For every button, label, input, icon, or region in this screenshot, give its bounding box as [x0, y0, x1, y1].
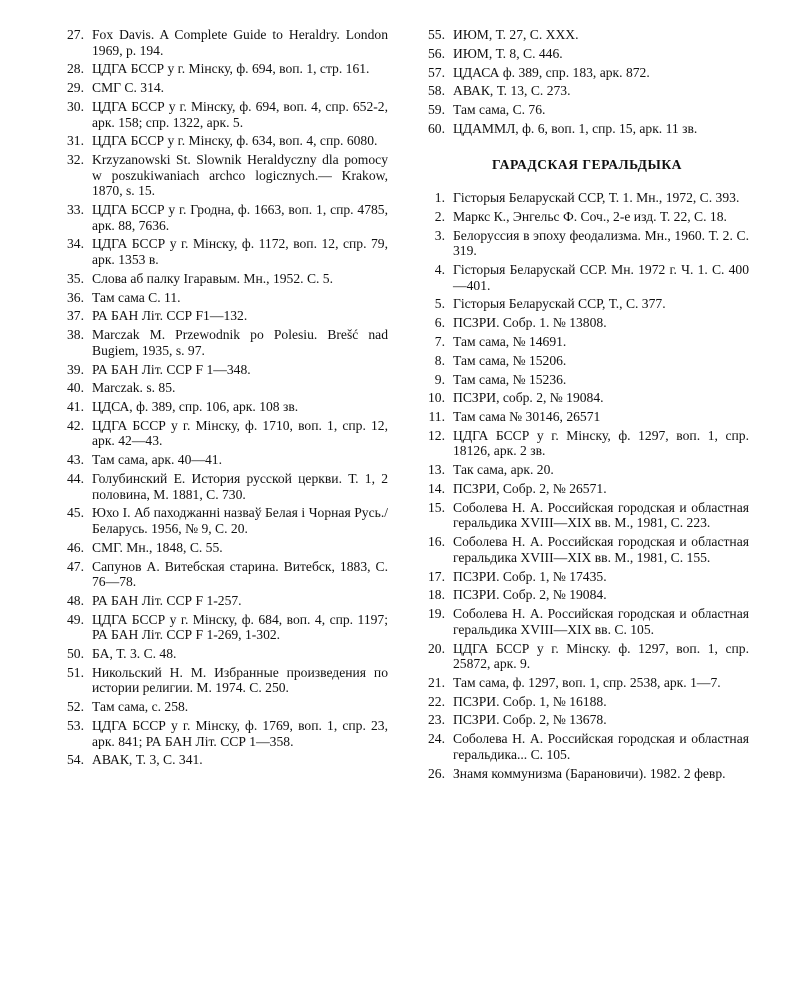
note-text: Гісторыя Беларускай ССР, Т. 1. Мн., 1972, С. 393.: [453, 190, 740, 206]
note-text: ЦДАСА ф. 389, спр. 183, арк. 872.: [453, 64, 650, 80]
note-text: ИЮМ, Т. 8, С. 446.: [453, 45, 563, 61]
section-heading: ГАРАДСКАЯ ГЕРАЛЬДЫКА: [491, 156, 682, 172]
note-text: РА БАН Літ. ССР F 1-257.: [92, 592, 242, 608]
note-text: Сапунов А. Витебская старина. Витебск, 1883, С. 76—78.: [92, 558, 388, 590]
note-number: 60.: [428, 120, 445, 136]
note-number: 50.: [67, 646, 84, 662]
note-text: ПСЗРИ. Собр. 1, № 16188.: [453, 693, 607, 709]
note-text: Там сама № 30146, 26571: [453, 409, 601, 425]
note-entry: [52, 327, 388, 358]
note-number: 18.: [428, 587, 445, 603]
note-text: Юхо І. Аб паходжанні назваў Белая і Чорная Русь./Беларусь. 1956, № 9, С. 20.: [92, 505, 388, 536]
note-entry: [52, 646, 388, 662]
note-number: 56.: [428, 45, 445, 61]
note-entry: [413, 641, 749, 672]
note-number: 10.: [428, 390, 445, 406]
note-number: 39.: [67, 361, 84, 377]
note-number: 16.: [428, 534, 445, 550]
note-number: 46.: [67, 539, 84, 555]
note-number: 58.: [428, 83, 445, 99]
note-text: Там сама, № 15206.: [453, 352, 567, 368]
note-text: СМГ С. 314.: [92, 80, 165, 96]
note-text: Там сама, С. 76.: [453, 102, 546, 118]
note-text: Голубинский Е. История русской церкви. Т. 1, 2 половина, М. 1881, С. 730.: [92, 471, 388, 502]
note-number: 23.: [428, 712, 445, 728]
note-text: Гісторыя Беларускай ССР, Т., С. 377.: [453, 296, 666, 312]
note-number: 38.: [67, 327, 84, 343]
note-number: 54.: [67, 752, 84, 768]
note-text: Соболева Н. А. Российская городская и областная геральдика... С. 105.: [453, 731, 749, 762]
note-entry: [52, 61, 388, 77]
note-entry: [52, 752, 388, 768]
note-text: АВАК, Т. 3, С. 341.: [92, 752, 203, 768]
note-number: 29.: [67, 80, 84, 96]
note-text: ЦДАММЛ, ф. 6, воп. 1, спр. 15, арк. 11 зв.: [453, 120, 698, 136]
note-number: 9.: [434, 371, 445, 387]
note-entry: [413, 353, 749, 369]
note-text: Fox Davis. A Complete Guide to Heraldry. London 1969, p. 194.: [92, 27, 388, 58]
note-number: 52.: [67, 699, 84, 715]
note-number: 14.: [428, 481, 445, 497]
note-number: 31.: [67, 133, 84, 149]
note-text: АВАК, Т. 13, С. 273.: [453, 83, 571, 99]
note-text: Там сама, № 14691.: [453, 333, 567, 349]
note-text: Там сама, с. 258.: [92, 699, 189, 715]
note-text: РА БАН Літ. ССР F1—132.: [92, 308, 248, 324]
note-text: ПСЗРИ. Собр. 1. № 13808.: [453, 315, 607, 331]
note-number: 45.: [67, 505, 84, 521]
note-entry: [52, 236, 388, 267]
note-entry: [413, 606, 749, 637]
note-text: Никольский Н. М. Избранные произведения по истории религии. М. 1974. С. 250.: [92, 664, 388, 696]
note-number: 36.: [67, 289, 84, 305]
note-number: 30.: [67, 98, 84, 114]
note-entry: [413, 712, 749, 728]
note-entry: [52, 559, 388, 590]
note-entry: [52, 471, 388, 502]
note-entry: [52, 593, 388, 609]
note-entry: [52, 699, 388, 715]
note-number: 27.: [67, 27, 84, 42]
note-text: ПСЗРИ, Собр. 2, № 26571.: [453, 481, 607, 497]
note-entry: [413, 694, 749, 710]
note-text: ЦДГА БССР у г. Мінску, ф. 694, воп. 1, стр. 161.: [92, 61, 370, 77]
note-number: 57.: [428, 64, 445, 80]
note-text: Там сама, ф. 1297, воп. 1, спр. 2538, арк. 1—7.: [453, 674, 721, 690]
note-entry: [413, 121, 749, 137]
note-text: ЦДГА БССР у г. Гродна, ф. 1663, воп. 1, спр. 4785, арк. 88, 7636.: [92, 202, 388, 233]
note-text: Там сама, № 15236.: [453, 371, 567, 387]
note-entry: [52, 271, 388, 287]
note-entry: [52, 612, 388, 643]
note-text: ЦДСА, ф. 389, спр. 106, арк. 108 зв.: [92, 399, 299, 415]
note-number: 34.: [67, 236, 84, 252]
note-number: 42.: [67, 417, 84, 433]
note-text: Слова аб палку Ігаравым. Мн., 1952. С. 5.: [92, 270, 334, 286]
note-text: Гісторыя Беларускай ССР. Мн. 1972 г. Ч. 1. С. 400—401.: [453, 262, 749, 293]
note-number: 22.: [428, 693, 445, 709]
note-number: 5.: [434, 296, 445, 312]
note-entry: [52, 202, 388, 233]
note-entry: [413, 428, 749, 459]
note-number: 19.: [428, 606, 445, 622]
note-entry: [52, 418, 388, 449]
note-text: ЦДГА БССР у г. Мінску, ф. 684, воп. 4, спр. 1197; РА БАН Літ. ССР F 1-269, 1-302.: [92, 611, 388, 643]
note-entry: [413, 65, 749, 81]
note-entry: [52, 308, 388, 324]
note-entry: [52, 452, 388, 468]
note-entry: [413, 334, 749, 350]
note-number: 17.: [428, 568, 445, 584]
note-entry: [413, 102, 749, 118]
note-number: 4.: [434, 262, 445, 278]
note-text: СМГ. Мн., 1848, С. 55.: [92, 539, 223, 555]
note-entry: [413, 675, 749, 691]
note-number: 33.: [67, 202, 84, 218]
note-text: ЦДГА БССР у г. Мінску, ф. 1769, воп. 1, спр. 23, арк. 841; РА БАН Літ. ССР 1—358.: [92, 718, 388, 749]
note-number: 15.: [428, 499, 445, 515]
note-text: Marczak M. Przewodnik po Polesiu. Brešć nad Bugiem, 1935, s. 97.: [92, 327, 388, 358]
note-text: Marczak. s. 85.: [92, 380, 176, 396]
note-number: 48.: [67, 592, 84, 608]
note-text: ПСЗРИ. Собр. 1, № 17435.: [453, 568, 607, 584]
note-text: Соболева Н. А. Российская городская и областная геральдика XVIII—XIX вв. С. 105.: [453, 606, 749, 637]
left-column: [52, 27, 388, 771]
note-entry: [413, 462, 749, 478]
note-entry: [52, 540, 388, 556]
notes-list-right-bottom: [413, 190, 749, 781]
note-text: Так сама, арк. 20.: [453, 462, 554, 478]
note-text: Там сама С. 11.: [92, 289, 181, 305]
note-entry: [52, 290, 388, 306]
note-number: 7.: [434, 333, 445, 349]
note-entry: [413, 27, 749, 43]
note-entry: [413, 409, 749, 425]
note-entry: [413, 190, 749, 206]
note-number: 11.: [428, 409, 445, 425]
note-text: Маркс К., Энгельс Ф. Соч., 2-е изд. Т. 22, С. 18.: [453, 208, 727, 224]
note-entry: [413, 315, 749, 331]
notes-list-left: [52, 27, 388, 768]
note-number: 28.: [67, 61, 84, 77]
note-text: ПСЗРИ. Собр. 2, № 19084.: [453, 587, 607, 603]
note-number: 53.: [67, 718, 84, 734]
note-text: Krzyzanowski St. Slownik Heraldyczny dla pomocy w poszukiwaniach archco logicznych.— Krakow, 1870, s. 15.: [92, 152, 388, 199]
note-entry: [52, 362, 388, 378]
note-text: ПСЗРИ. Собр. 2, № 13678.: [453, 712, 607, 728]
note-number: 51.: [67, 664, 84, 680]
note-text: ЦДГА БССР у г. Мінску, ф. 1172, воп. 12, спр. 79, арк. 1353 в.: [92, 236, 388, 268]
note-number: 49.: [67, 611, 84, 627]
right-column: [413, 27, 749, 784]
note-entry: [52, 399, 388, 415]
note-number: 3.: [434, 227, 445, 243]
note-entry: [413, 83, 749, 99]
note-entry: [413, 46, 749, 62]
note-text: Знамя коммунизма (Барановичи). 1982. 2 февр.: [453, 765, 726, 781]
note-entry: [413, 766, 749, 782]
note-entry: [52, 27, 388, 58]
note-number: 35.: [67, 270, 84, 286]
note-entry: [413, 481, 749, 497]
note-entry: [52, 152, 388, 199]
note-number: 8.: [434, 352, 445, 368]
note-text: ЦДГА БССР у г. Мінску, ф. 1297, воп. 1, спр. 18126, арк. 2 зв.: [453, 427, 749, 459]
notes-list-right-top: [413, 27, 749, 137]
note-text: Там сама, арк. 40—41.: [92, 452, 222, 468]
note-text: Белоруссия в эпоху феодализма. Мн., 1960. Т. 2. С. 319.: [453, 227, 749, 259]
note-text: ЦДГА БССР у г. Мінску. ф. 1297, воп. 1, спр. 25872, арк. 9.: [453, 640, 749, 672]
note-number: 59.: [428, 102, 445, 118]
note-entry: [52, 80, 388, 96]
note-number: 2.: [434, 208, 445, 224]
note-number: 1.: [434, 190, 445, 206]
note-entry: [413, 372, 749, 388]
note-entry: [52, 665, 388, 696]
note-number: 37.: [67, 308, 84, 324]
note-number: 47.: [67, 558, 84, 574]
note-text: БА, Т. 3. С. 48.: [92, 646, 177, 662]
note-number: 13.: [428, 462, 445, 478]
note-number: 6.: [434, 315, 445, 331]
note-text: ЦДГА БССР у г. Мінску, ф. 1710, воп. 1, спр. 12, арк. 42—43.: [92, 417, 388, 449]
note-number: 43.: [67, 452, 84, 468]
note-entry: [52, 505, 388, 536]
note-number: 12.: [428, 427, 445, 443]
note-text: Соболева Н. А. Российская городская и областная геральдика XVIII—XIX вв. М., 1981, С. 155.: [453, 534, 749, 565]
note-number: 32.: [67, 152, 84, 168]
note-number: 55.: [428, 27, 445, 42]
note-entry: [413, 587, 749, 603]
note-number: 20.: [428, 640, 445, 656]
note-number: 44.: [67, 471, 84, 487]
note-entry: [52, 380, 388, 396]
note-entry: [413, 209, 749, 225]
note-number: 41.: [67, 399, 84, 415]
note-text: ЦДГА БССР у г. Мінску, ф. 634, воп. 4, спр. 6080.: [92, 133, 378, 149]
note-entry: [52, 99, 388, 130]
note-entry: [413, 534, 749, 565]
note-text: ПСЗРИ, собр. 2, № 19084.: [453, 390, 604, 406]
note-number: 21.: [428, 674, 445, 690]
note-entry: [413, 228, 749, 259]
note-text: ИЮМ, Т. 27, С. XXX.: [453, 27, 579, 42]
note-entry: [52, 718, 388, 749]
note-number: 40.: [67, 380, 84, 396]
note-number: 26.: [428, 765, 445, 781]
note-number: 24.: [428, 731, 445, 747]
note-entry: [52, 133, 388, 149]
note-entry: [413, 262, 749, 293]
note-entry: [413, 296, 749, 312]
note-entry: [413, 569, 749, 585]
note-entry: [413, 390, 749, 406]
note-text: Соболева Н. А. Российская городская и областная геральдика XVIII—XIX вв. М., 1981, С. 223.: [453, 499, 749, 531]
note-entry: [413, 731, 749, 762]
note-entry: [413, 500, 749, 531]
note-text: ЦДГА БССР у г. Мінску, ф. 694, воп. 4, спр. 652-2, арк. 158; спр. 1322, арк. 5.: [92, 98, 388, 130]
note-text: РА БАН Літ. ССР F 1—348.: [92, 361, 251, 377]
